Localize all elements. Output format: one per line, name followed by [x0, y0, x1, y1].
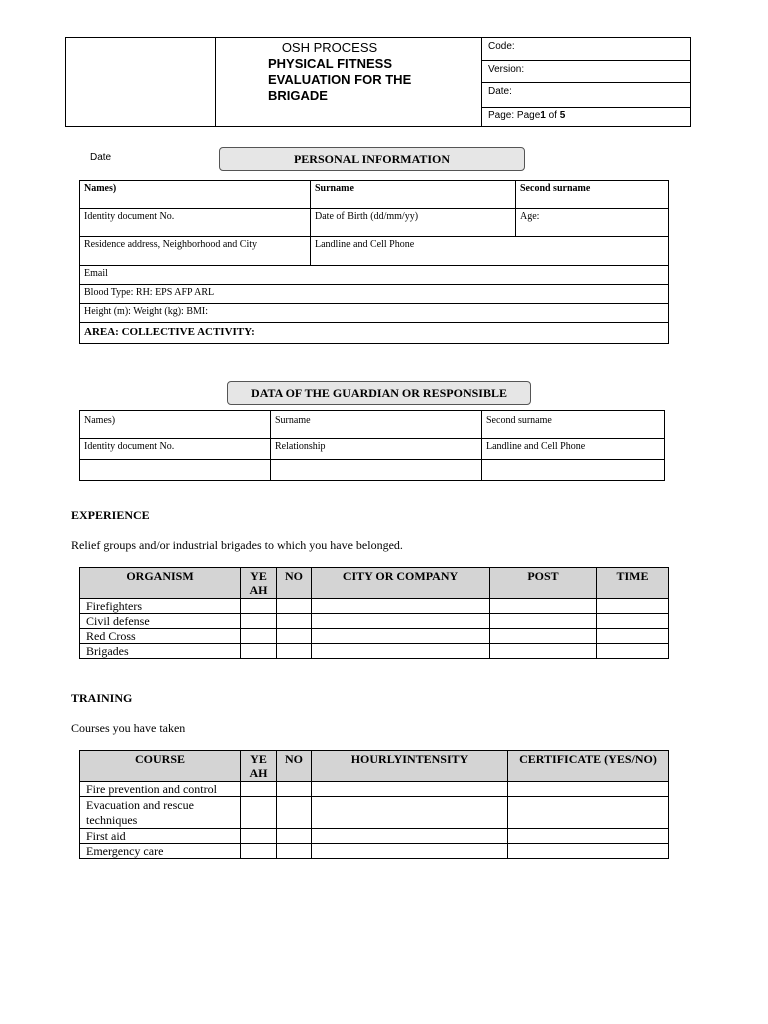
column-post: POST [490, 568, 597, 599]
id-document-field[interactable]: Identity document No. [80, 209, 311, 237]
personal-information-table [79, 180, 669, 344]
certificate-cell[interactable] [508, 797, 669, 829]
document-header [65, 37, 691, 127]
column-organism: ORGANISM [80, 568, 241, 599]
surname-field[interactable]: Surname [311, 181, 516, 209]
no-cell[interactable] [277, 844, 312, 859]
logo-cell [66, 38, 216, 127]
column-time: TIME [597, 568, 669, 599]
time-cell[interactable] [597, 599, 669, 614]
training-table [79, 750, 669, 859]
experience-table [79, 567, 669, 659]
email-field[interactable]: Email [80, 266, 669, 285]
no-cell[interactable] [277, 629, 312, 644]
post-cell[interactable] [490, 629, 597, 644]
yeah-cell[interactable] [241, 629, 277, 644]
guardian-blank-cell[interactable] [80, 460, 271, 481]
time-cell[interactable] [597, 614, 669, 629]
page-prefix: Page: Page [488, 109, 541, 121]
hours-cell[interactable] [312, 829, 508, 844]
table-row [80, 844, 669, 859]
table-row [80, 829, 669, 844]
personal-information-title: PERSONAL INFORMATION [219, 147, 525, 171]
guardian-id-document-field[interactable]: Identity document No. [80, 439, 271, 460]
guardian-table [79, 410, 665, 481]
height-weight-bmi-field[interactable]: Height (m): Weight (kg): BMI: [80, 304, 669, 323]
hours-cell[interactable] [312, 782, 508, 797]
no-cell[interactable] [277, 797, 312, 829]
no-cell[interactable] [277, 614, 312, 629]
column-city-or-company: CITY OR COMPANY [312, 568, 490, 599]
yeah-cell[interactable] [241, 614, 277, 629]
code-field: Code: [482, 38, 691, 61]
no-cell[interactable] [277, 599, 312, 614]
page-number [482, 107, 691, 126]
blood-type-field[interactable]: Blood Type: RH: EPS AFP ARL [80, 285, 669, 304]
no-cell[interactable] [277, 782, 312, 797]
time-cell[interactable] [597, 629, 669, 644]
page-current: 1 [540, 109, 546, 121]
table-row [80, 797, 669, 829]
table-row [80, 782, 669, 797]
experience-heading: EXPERIENCE [71, 508, 150, 522]
hours-cell[interactable] [312, 797, 508, 829]
city-cell[interactable] [312, 599, 490, 614]
city-cell[interactable] [312, 614, 490, 629]
age-field[interactable]: Age: [516, 209, 669, 237]
guardian-phone-field[interactable]: Landline and Cell Phone [482, 439, 665, 460]
page-total: 5 [559, 109, 566, 121]
phone-field[interactable]: Landline and Cell Phone [311, 237, 669, 266]
row-label: Firefighters [80, 599, 241, 614]
certificate-cell[interactable] [508, 782, 669, 797]
area-collective-activity-field[interactable]: AREA: COLLECTIVE ACTIVITY: [80, 323, 669, 344]
experience-description: Relief groups and/or industrial brigades to which you have belonged. [71, 538, 403, 552]
date-of-birth-field[interactable]: Date of Birth (dd/mm/yy) [311, 209, 516, 237]
column-yeah-label: YE AH [249, 569, 268, 597]
city-cell[interactable] [312, 644, 490, 659]
guardian-surname-field[interactable]: Surname [271, 411, 482, 439]
column-yeah-label: YE AH [249, 752, 268, 780]
process-name: OSH PROCESS [281, 40, 378, 55]
column-certificate: CERTIFICATE (YES/NO) [508, 751, 669, 782]
table-row [80, 614, 669, 629]
address-field[interactable]: Residence address, Neighborhood and City [80, 237, 311, 266]
header-title-cell [216, 38, 482, 127]
table-row [80, 629, 669, 644]
post-cell[interactable] [490, 599, 597, 614]
row-label: First aid [80, 829, 241, 844]
column-yeah [241, 751, 277, 782]
column-no: NO [277, 751, 312, 782]
row-label: Emergency care [80, 844, 241, 859]
guardian-blank-cell[interactable] [271, 460, 482, 481]
yeah-cell[interactable] [241, 797, 277, 829]
date-field: Date: [482, 83, 691, 108]
version-field: Version: [482, 60, 691, 83]
row-label: Red Cross [80, 629, 241, 644]
guardian-blank-cell[interactable] [482, 460, 665, 481]
table-row [80, 644, 669, 659]
hours-cell[interactable] [312, 844, 508, 859]
row-label: Civil defense [80, 614, 241, 629]
table-row [80, 599, 669, 614]
yeah-cell[interactable] [241, 782, 277, 797]
guardian-second-surname-field[interactable]: Second surname [482, 411, 665, 439]
yeah-cell[interactable] [241, 844, 277, 859]
yeah-cell[interactable] [241, 829, 277, 844]
post-cell[interactable] [490, 644, 597, 659]
post-cell[interactable] [490, 614, 597, 629]
certificate-cell[interactable] [508, 829, 669, 844]
time-cell[interactable] [597, 644, 669, 659]
form-title-line-2: EVALUATION FOR THE [268, 72, 412, 87]
certificate-cell[interactable] [508, 844, 669, 859]
second-surname-field[interactable]: Second surname [516, 181, 669, 209]
row-label: Brigades [80, 644, 241, 659]
yeah-cell[interactable] [241, 599, 277, 614]
column-yeah [241, 568, 277, 599]
date-label: Date [90, 152, 112, 163]
city-cell[interactable] [312, 629, 490, 644]
column-no: NO [277, 568, 312, 599]
row-label: Fire prevention and control [80, 782, 241, 797]
row-label: Evacuation and rescue techniques [80, 797, 241, 829]
column-hourly-intensity: HOURLYINTENSITY [312, 751, 508, 782]
form-title-line-1: PHYSICAL FITNESS [268, 56, 393, 71]
guardian-section-title: DATA OF THE GUARDIAN OR RESPONSIBLE [227, 381, 531, 405]
names-field[interactable]: Names) [80, 181, 311, 209]
column-course: COURSE [80, 751, 241, 782]
guardian-relationship-field[interactable]: Relationship [271, 439, 482, 460]
page-of: of [545, 109, 560, 121]
yeah-cell[interactable] [241, 644, 277, 659]
training-heading: TRAINING [71, 691, 133, 705]
no-cell[interactable] [277, 644, 312, 659]
form-title-line-3: BRIGADE [268, 88, 328, 103]
no-cell[interactable] [277, 829, 312, 844]
guardian-names-field[interactable]: Names) [80, 411, 271, 439]
training-description: Courses you have taken [71, 721, 186, 735]
